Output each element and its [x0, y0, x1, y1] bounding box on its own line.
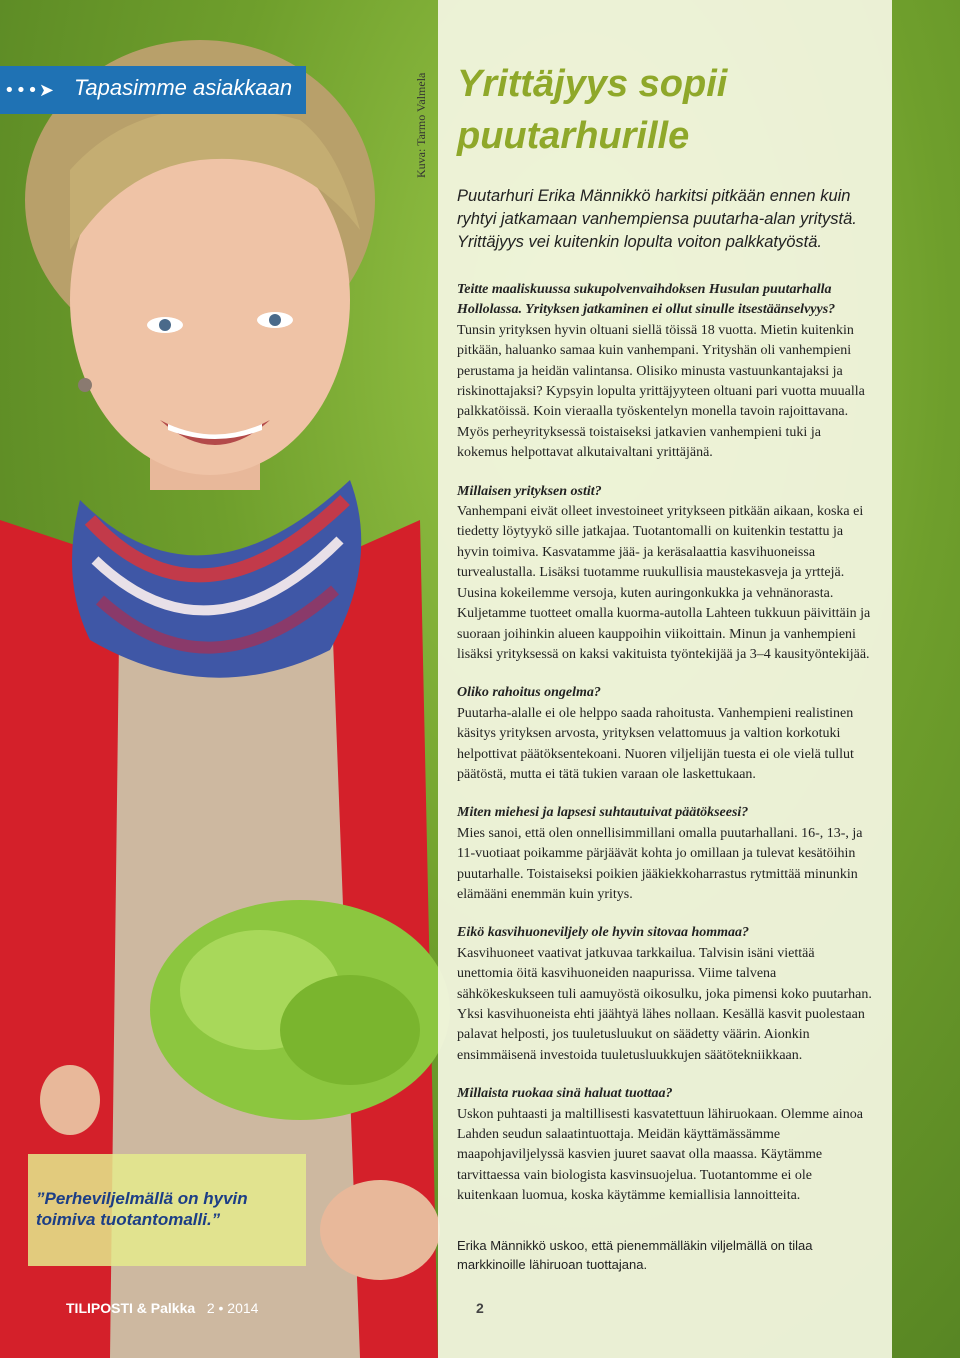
- footer-publication: [66, 1300, 258, 1316]
- question: Miten miehesi ja lapsesi suhtautuivat päätökseesi?: [457, 805, 749, 821]
- footer-brand: TILIPOSTI & Palkka: [66, 1300, 196, 1316]
- answer: Mies sanoi, että olen onnellisimmillani omalla puutarhallani. 16-, 13-, ja 11-vuotiaat poikamme pärjäävät kohta jo omillaan ja tulevat kesätöihin puutarhalle. Toistaiseksi poikien jääkiekkoharrastus rytmittää minunkin elämääni enemmän kuin yritys.: [457, 825, 863, 902]
- question: Oliko rahoitus ongelma?: [457, 685, 601, 701]
- question: Eikö kasvihuoneviljely ole hyvin sitovaa hommaa?: [457, 925, 750, 941]
- article-body: [457, 280, 873, 1207]
- photo-caption: Erika Männikkö uskoo, että pienemmälläkin viljelmällä on tilaa markkinoille lähiruoan tuottajana.: [457, 1238, 813, 1272]
- article-lede: Puutarhuri Erika Männikkö harkitsi pitkään ennen kuin ryhtyi jatkamaan vanhempiensa puutarha-alan yritystä. Yrittäjyys vei kuitenkin lopulta voiton palkkatyöstä.: [457, 187, 857, 251]
- question: Teitte maaliskuussa sukupolvenvaihdoksen Husulan puutarhalla Hollolassa. Yrityksen jatkaminen ei ollut sinulle itsestäänselvyys?: [457, 282, 836, 318]
- answer: Vanhempani eivät olleet investoineet yritykseen pitkään aikaan, koska ei tiedetty löytyykö sille jatkajaa. Tuotantomalli on kuitenkin testattu ja hyvin toimiva. Kasvatamme jää- ja keräsalaattia kasvihuoneissa turvealustalla. Lisäksi tuotamme ruukullisia maustekasveja ja yrttejä. Uusina kokeilemme versoja, kuten auringonkukka ja vehnänorasta. Kuljetamme tuotteet omalla kuorma-autolla Lahteen tukkuun päivittäin ja suoraan joihinkin alueen kauppoihin viikoittain. Minun ja vanhempieni lisäksi yrityksessä on kaksi vakituista työntekijää ja 3–4 kausityöntekijää.: [457, 504, 871, 662]
- section-label: Tapasimme asiakkaan: [74, 75, 293, 100]
- answer: Tunsin yrityksen hyvin oltuani siellä töissä 18 vuotta. Mietin kuitenkin pitkään, haluanko samaa kuin vanhempani. Yrityshän oli vanhempieni perustama ja heidän valintansa. Olisiko minusta vastuunkantajaksi ja riskinottajaksi? Kypsyin lopulta yrittäjyyteen oltuani pari vuotta muualla palkkatöissä. Koin vieraalla työskentelyn monella tavoin rajoittavana. Myös perheyrityksessä toistaiseksi jatkavien vanhempieni tuki ja kokemus helpottavat alkutaivaltani yrittäjänä.: [457, 322, 865, 461]
- answer: Puutarha-alalle ei ole helppo saada rahoitusta. Vanhempieni realistinen käsitys yrityksen arvosta, yrityksen velattomuus ja valtion korkotuki helpottivat päätöksentekoani. Nuoren viljelijän tuesta ei ole vielä tullut päätöstä, mutta ei tätä tukien varaan ole laskettukaan.: [457, 705, 854, 782]
- answer: Kasvihuoneet vaativat jatkuvaa tarkkailua. Talvisin isäni viettää unettomia öitä kasvihuoneiden naapurissa. Viime talvena sähkökeskukseen tuli aamuyöstä oikosulku, joka pimensi koko puutarhan. Yksi kasvihuoneista ehti jäähtyä lähes nollaan. Kesällä kasvit puolestaan palavat helposti, jos tuuletusluukut on säädetty väärin. Aionkin ensimmäisenä investoida tuuletusluukkujen säätötekniikkaan.: [457, 945, 872, 1063]
- page-number: 2: [476, 1300, 484, 1316]
- answer: Uskon puhtaasti ja maltillisesti kasvatettuun lähiruokaan. Olemme ainoa Lahden seudun salaatintuottaja. Meidän käyttämässämme maapohjaviljelyssä kasvien juuret saavat olla maassa. Käytämme tarvittaessa vain biologista kasvinsuojelua. Tuotantomme ei ole kuitenkaan luomua, koska käytämme kemiallisia lannoitteita.: [457, 1106, 863, 1204]
- pull-quote: ”Perheviljelmällä on hyvin toimiva tuotantomalli.”: [36, 1189, 248, 1229]
- footer-issue: 2 • 2014: [206, 1300, 259, 1316]
- photo-credit: Kuva: Tarmo Valmela: [414, 72, 428, 178]
- question: Millaista ruokaa sinä haluat tuottaa?: [457, 1086, 673, 1102]
- arrow-icon: •••➤: [4, 80, 55, 101]
- article-title: Yrittäjyys sopii puutarhurille: [457, 63, 728, 157]
- question: Millaisen yrityksen ostit?: [457, 483, 602, 499]
